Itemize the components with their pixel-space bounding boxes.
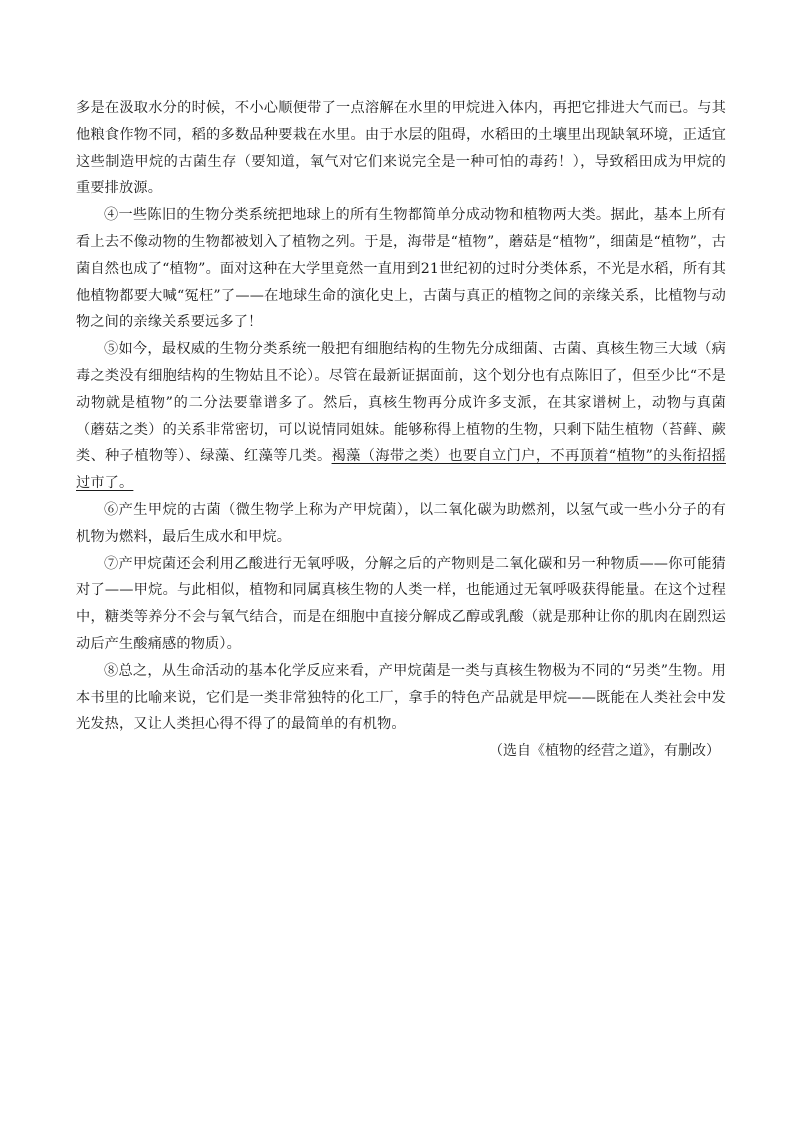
article-body: [76, 95, 726, 765]
paragraph-8: [76, 658, 726, 738]
paragraph-7: [76, 551, 726, 658]
paragraph-text: ⑧总之，从生命活动的基本化学反应来看，产甲烷菌是一类与真核生物极为不同的“另类”生物。用本书里的比喻来说，它们是一类非常独特的化工厂，拿手的特色产品就是甲烷——既能在人类社会中发光发热，又让人类担心得不得了的最简单的有机物。: [76, 662, 726, 733]
paragraph-5: [76, 336, 726, 497]
paragraph-text: ⑦产甲烷菌还会利用乙酸进行无氧呼吸，分解之后的产物则是二氧化碳和另一种物质——你可能猜对了——甲烷。与此相似，植物和同属真核生物的人类一样，也能通过无氧呼吸获得能量。在这个过程中，糖类等养分不会与氧气结合，而是在细胞中直接分解成乙醇或乳酸（就是那种让你的肌肉在剧烈运动后产生酸痛感的物质）。: [76, 555, 726, 652]
underlined-sentence: 褐藻（海带之类）也要自立门户，不再顶着“植物”的头衔招摇过市了。: [76, 448, 726, 492]
paragraph-text: ⑥产生甲烷的古菌（微生物学上称为产甲烷菌），以二氧化碳为助燃剂，以氢气或一些小分子的有机物为燃料，最后生成水和甲烷。: [76, 501, 726, 545]
source-citation: （选自《植物的经营之道》，有删改）: [489, 743, 720, 760]
paragraph-3-continued: [76, 95, 726, 202]
paragraph-6: [76, 497, 726, 551]
paragraph-text: ④一些陈旧的生物分类系统把地球上的所有生物都简单分成动物和植物两大类。据此，基本上所有看上去不像动物的生物都被划入了植物之列。于是，海带是“植物”，蘑菇是“植物”，细菌是“植物”，古菌自然也成了“植物”。面对这种在大学里竟然一直用到21世纪初的过时分类体系，不光是水稻，所有其他植物都要大喊“冤枉”了——在地球生命的演化史上，古菌与真正的植物之间的亲缘关系，比植物与动物之间的亲缘关系要远多了！: [76, 207, 726, 331]
paragraph-text: 多是在汲取水分的时候，不小心顺便带了一点溶解在水里的甲烷进入体内，再把它排进大气而已。与其他粮食作物不同，稻的多数品种要栽在水里。由于水层的阻碍，水稻田的土壤里出现缺氧环境，正适宜这些制造甲烷的古菌生存（要知道，氧气对它们来说完全是一种可怕的毒药！），导致稻田成为甲烷的重要排放源。: [76, 100, 726, 197]
paragraph-text: ⑤如今，最权威的生物分类系统一般把有细胞结构的生物先分成细菌、古菌、真核生物三大域（病毒之类没有细胞结构的生物姑且不论）。尽管在最新证据面前，这个划分也有点陈旧了，但至少比“不是动物就是植物”的二分法要靠谱多了。然后，真核生物再分成许多支派，在其家谱树上，动物与真菌（蘑菇之类）的关系非常密切，可以说情同姐妹。能够称得上植物的生物，只剩下陆生植物（苔藓、蕨类、种子植物等）、绿藻、红藻等几类。: [76, 341, 726, 465]
paragraph-4: [76, 202, 726, 336]
